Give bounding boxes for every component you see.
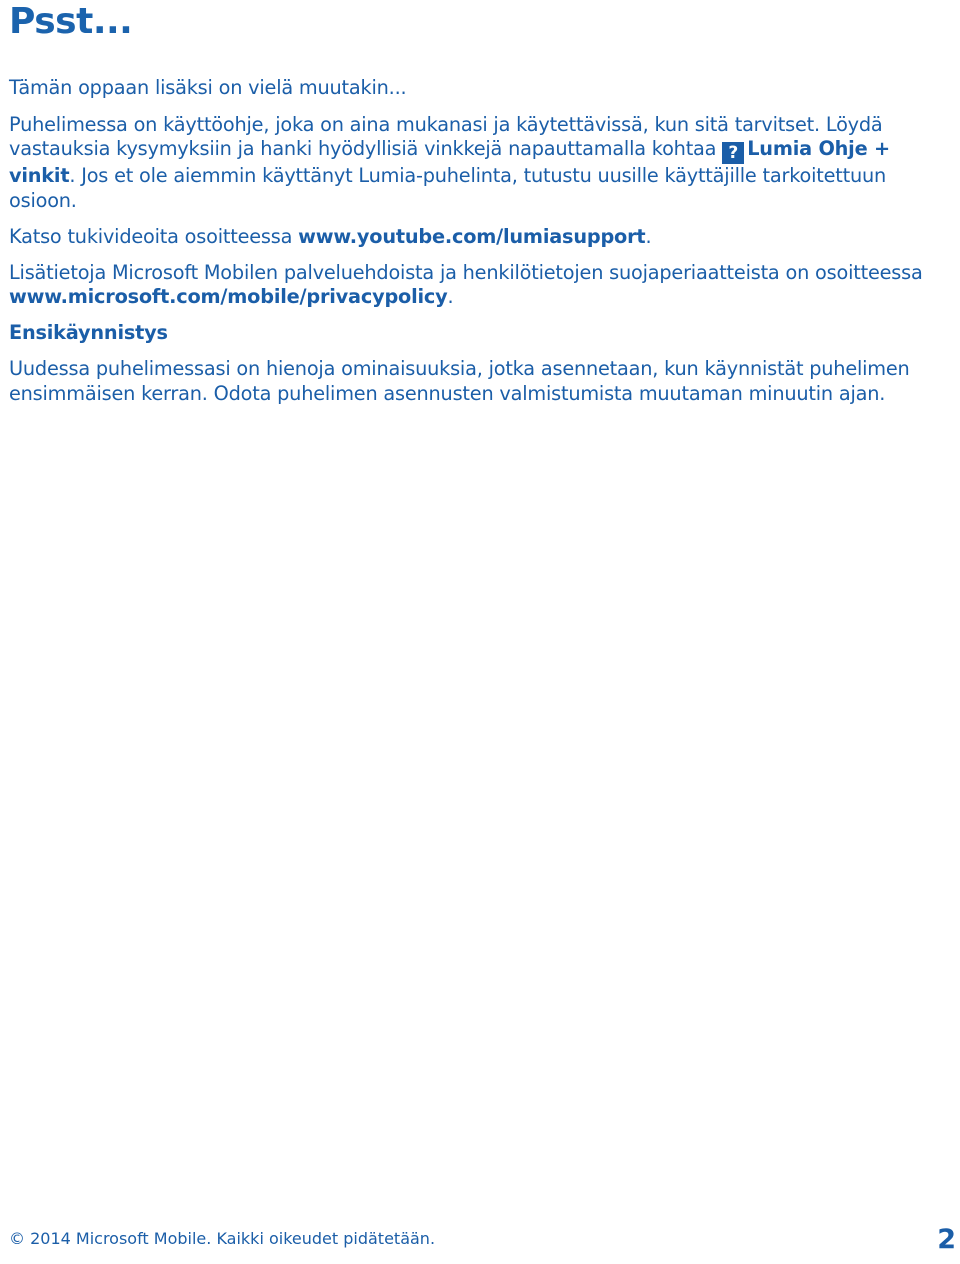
privacy-text-after: . (447, 285, 454, 308)
footer-copyright: © 2014 Microsoft Mobile. Kaikki oikeudet pidätetään. (9, 1229, 436, 1248)
user-guide-text: Puhelimessa on käyttöohje, joka on aina mukanasi ja käytettävissä, kun sitä tarvitset. Löydä vastauksia kysymyksiin ja hanki hyödyllisiä vinkkejä napauttamalla kohtaa (9, 112, 883, 160)
privacy-policy-link[interactable]: www.microsoft.com/mobile/privacypolicy (9, 285, 448, 308)
question-mark-icon: ? (722, 142, 744, 164)
section-body: Uudessa puhelimessasi on hienoja ominaisuuksia, jotka asennetaan, kun käynnistät puhelimen ensimmäisen kerran. Odota puhelimen asennusten valmistumista muutaman minuutin ajan. (9, 357, 910, 405)
page-number: 2 (937, 1224, 956, 1255)
privacy-text: Lisätietoja Microsoft Mobilen palveluehdoista ja henkilötietojen suojaperiaatteista on osoitteessa (9, 260, 923, 284)
section-heading: Ensikäynnistys (9, 320, 168, 344)
intro-text: Tämän oppaan lisäksi on vielä muutakin... (9, 76, 407, 99)
user-guide-paragraph (9, 113, 953, 214)
page-title: Psst... (9, 1, 133, 42)
youtube-support-link[interactable]: www.youtube.com/lumiasupport (298, 225, 646, 248)
user-guide-text-after: . Jos et ole aiemmin käyttänyt Lumia-puhelinta, tutustu uusille käyttäjille tarkoitettuun osioon. (9, 164, 887, 212)
support-videos-text-after: . (645, 225, 652, 248)
support-videos-paragraph (9, 225, 953, 250)
support-videos-text: Katso tukivideoita osoitteessa (9, 225, 299, 248)
privacy-paragraph (9, 261, 953, 310)
document-body (9, 76, 953, 406)
lumia-help-tips-link[interactable]: Lumia Ohje + vinkit (9, 137, 890, 187)
